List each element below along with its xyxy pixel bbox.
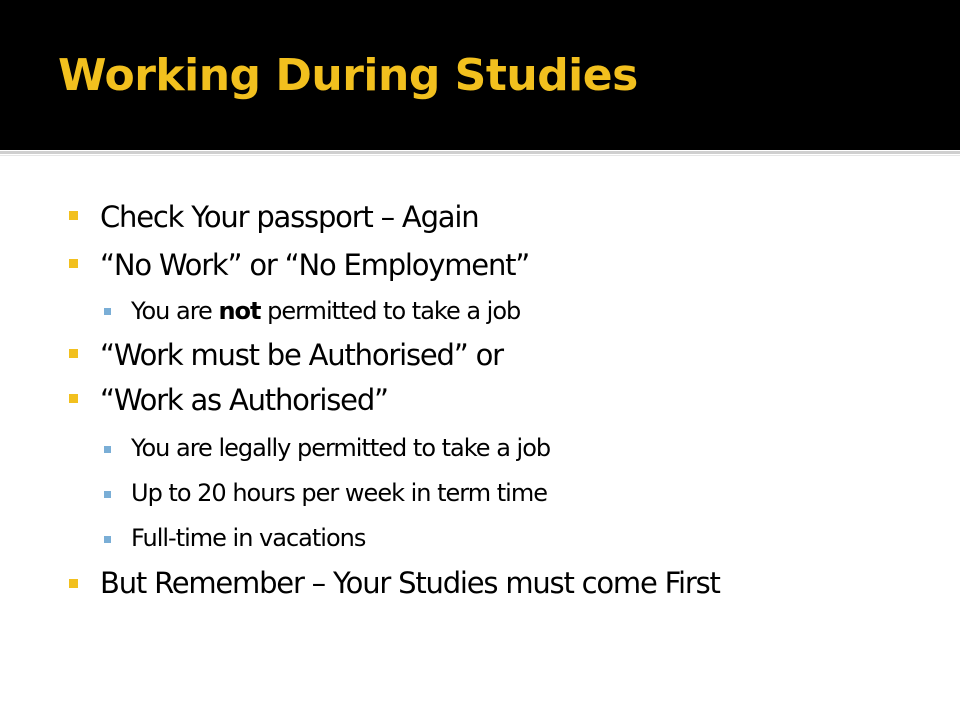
sub-bullet-item: Up to 20 hours per week in term time xyxy=(131,479,547,507)
bullet-item: But Remember – Your Studies must come First xyxy=(100,566,720,600)
sub-bullet-text: permitted to take a job xyxy=(260,297,521,325)
divider-line xyxy=(0,151,960,154)
divider-line-thin xyxy=(0,155,960,156)
bullet-item: Check Your passport – Again xyxy=(100,200,479,234)
bullet-item: “Work must be Authorised” or xyxy=(100,338,503,372)
bullet-square-icon xyxy=(69,349,78,358)
title-bar xyxy=(0,0,960,150)
slide-title: Working During Studies xyxy=(58,50,638,101)
sub-bullet-square-icon xyxy=(104,491,111,498)
bullet-square-icon xyxy=(69,394,78,403)
sub-bullet-item xyxy=(131,297,520,325)
bullet-item: “No Work” or “No Employment” xyxy=(100,248,530,282)
bullet-square-icon xyxy=(69,579,78,588)
sub-bullet-item: You are legally permitted to take a job xyxy=(131,434,551,462)
sub-bullet-text: You are xyxy=(131,297,219,325)
emphasis-text: not xyxy=(218,297,261,325)
bullet-item: “Work as Authorised” xyxy=(100,383,388,417)
bullet-square-icon xyxy=(69,259,78,268)
sub-bullet-square-icon xyxy=(104,446,111,453)
sub-bullet-square-icon xyxy=(104,308,111,315)
bullet-square-icon xyxy=(69,211,78,220)
sub-bullet-square-icon xyxy=(104,536,111,543)
sub-bullet-item: Full-time in vacations xyxy=(131,524,366,552)
